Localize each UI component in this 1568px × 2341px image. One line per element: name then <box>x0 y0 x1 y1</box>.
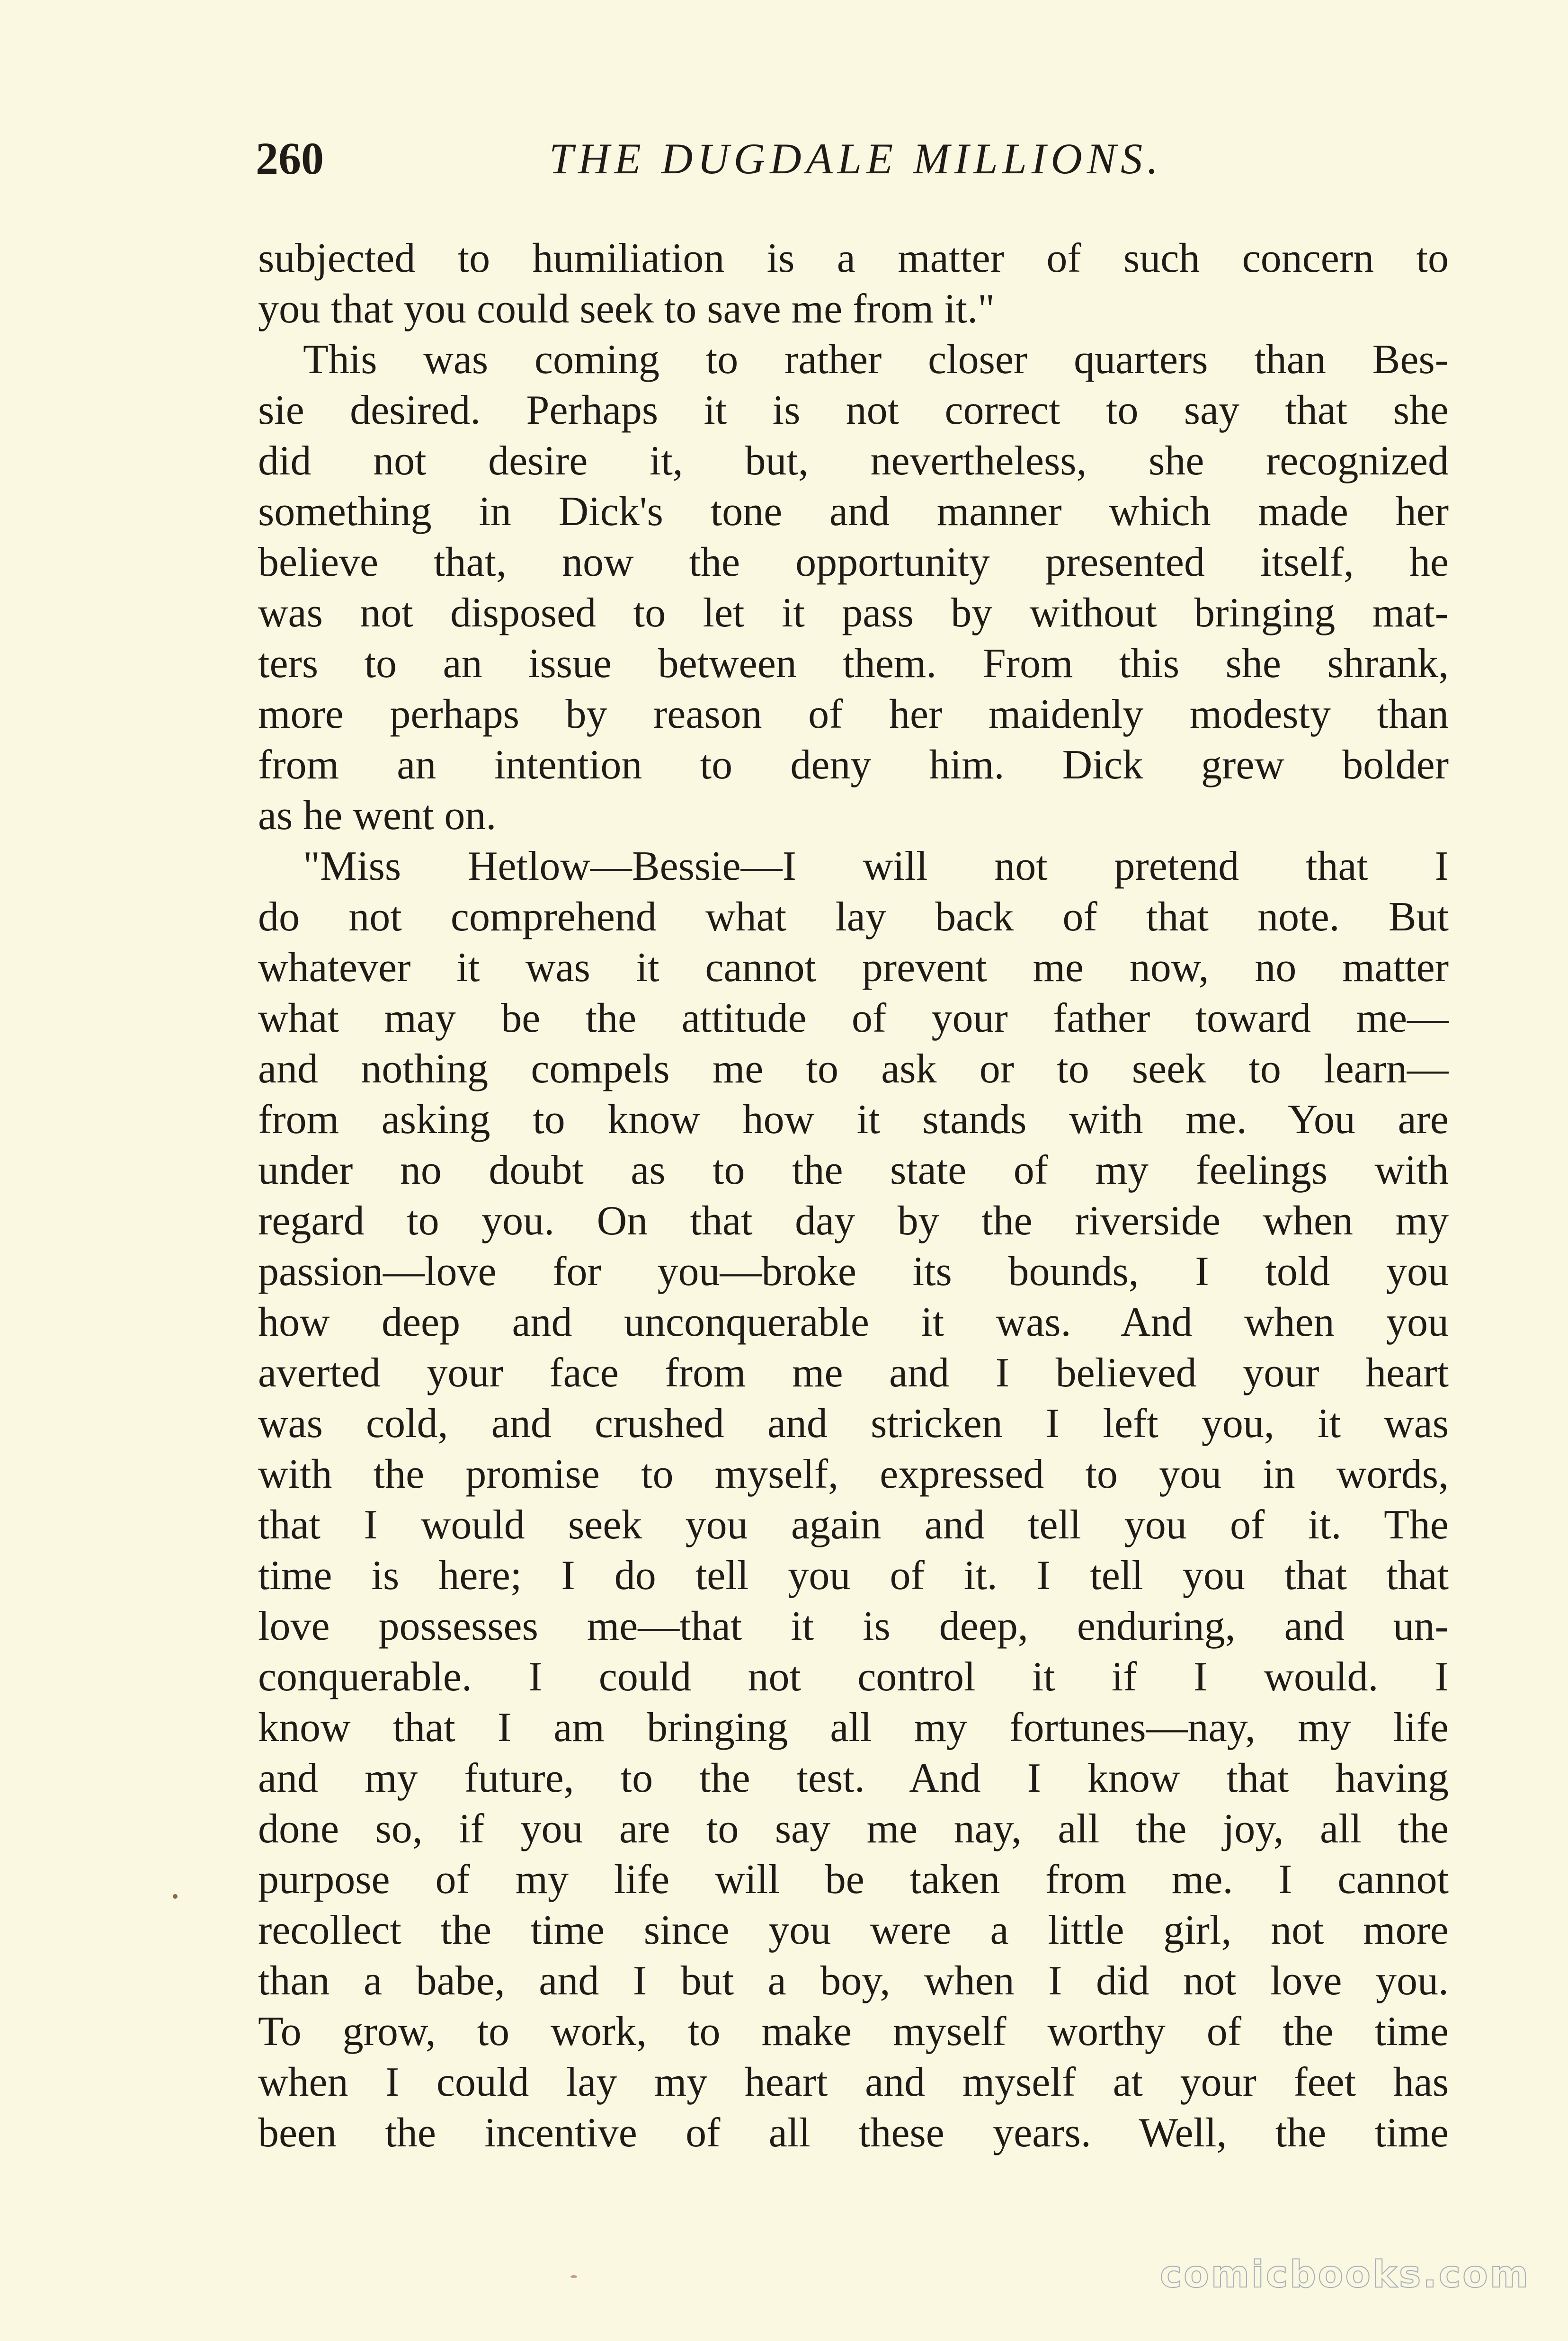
text-line: when I could lay my heart and myself at your feet has <box>258 2059 1449 2105</box>
text-line: do not comprehend what lay back of that note. But <box>258 894 1449 940</box>
text-line: love possesses me—that it is deep, enduring, and un- <box>258 1603 1449 1649</box>
running-head <box>256 128 1449 189</box>
text-line: as he went on. <box>258 793 497 839</box>
text-line: was cold, and crushed and stricken I left you, it was <box>258 1401 1449 1447</box>
text-line: what may be the attitude of your father toward me— <box>258 995 1449 1041</box>
text-line: you that you could seek to save me from it." <box>258 286 995 332</box>
text-line: This was coming to rather closer quarters than Bes- <box>303 337 1449 383</box>
text-line: whatever it was it cannot prevent me now, no matter <box>258 945 1449 991</box>
ink-speck <box>570 2275 577 2278</box>
text-line: than a babe, and I but a boy, when I did not love you. <box>258 1958 1449 2004</box>
body-text <box>258 233 1449 2158</box>
text-line: was not disposed to let it pass by without bringing mat- <box>258 590 1449 636</box>
text-line: more perhaps by reason of her maidenly modesty than <box>258 691 1449 737</box>
text-line: and nothing compels me to ask or to seek to learn— <box>258 1046 1449 1092</box>
text-line: with the promise to myself, expressed to you in words, <box>258 1451 1449 1497</box>
text-line: "Miss Hetlow—Bessie—I will not pretend that I <box>303 843 1449 889</box>
running-title: THE DUGDALE MILLIONS. <box>549 134 1163 183</box>
text-line: believe that, now the opportunity presented itself, he <box>258 539 1449 585</box>
text-line: regard to you. On that day by the riverside when my <box>258 1198 1449 1244</box>
text-line: time is here; I do tell you of it. I tell you that that <box>258 1553 1449 1599</box>
ink-speck <box>173 1894 178 1899</box>
page-number: 260 <box>256 133 324 184</box>
text-line: from an intention to deny him. Dick grew bolder <box>258 742 1449 788</box>
text-line: from asking to know how it stands with me. You are <box>258 1097 1449 1143</box>
text-line: conquerable. I could not control it if I would. I <box>258 1654 1449 1700</box>
text-line: To grow, to work, to make myself worthy of the time <box>258 2009 1449 2055</box>
text-line: purpose of my life will be taken from me. I cannot <box>258 1857 1449 1903</box>
text-line: done so, if you are to say me nay, all the joy, all the <box>258 1806 1449 1852</box>
text-line: been the incentive of all these years. Well, the time <box>258 2110 1449 2156</box>
text-line: that I would seek you again and tell you of it. The <box>258 1502 1449 1548</box>
text-line: sie desired. Perhaps it is not correct to say that she <box>258 387 1449 433</box>
watermark: comicbooks.com <box>1159 2253 1530 2296</box>
text-line: under no doubt as to the state of my feelings with <box>258 1147 1449 1193</box>
text-line: subjected to humiliation is a matter of such concern to <box>258 235 1449 281</box>
text-line: recollect the time since you were a little girl, not more <box>258 1907 1449 1953</box>
text-line: how deep and unconquerable it was. And when you <box>258 1299 1449 1345</box>
text-line: ters to an issue between them. From this she shrank, <box>258 641 1449 687</box>
text-line: something in Dick's tone and manner which made her <box>258 489 1449 535</box>
text-line: and my future, to the test. And I know that having <box>258 1755 1449 1801</box>
text-line: know that I am bringing all my fortunes—nay, my life <box>258 1705 1449 1751</box>
text-line: did not desire it, but, nevertheless, she recognized <box>258 438 1449 484</box>
text-line: averted your face from me and I believed your heart <box>258 1350 1449 1396</box>
text-line: passion—love for you—broke its bounds, I told you <box>258 1249 1449 1295</box>
